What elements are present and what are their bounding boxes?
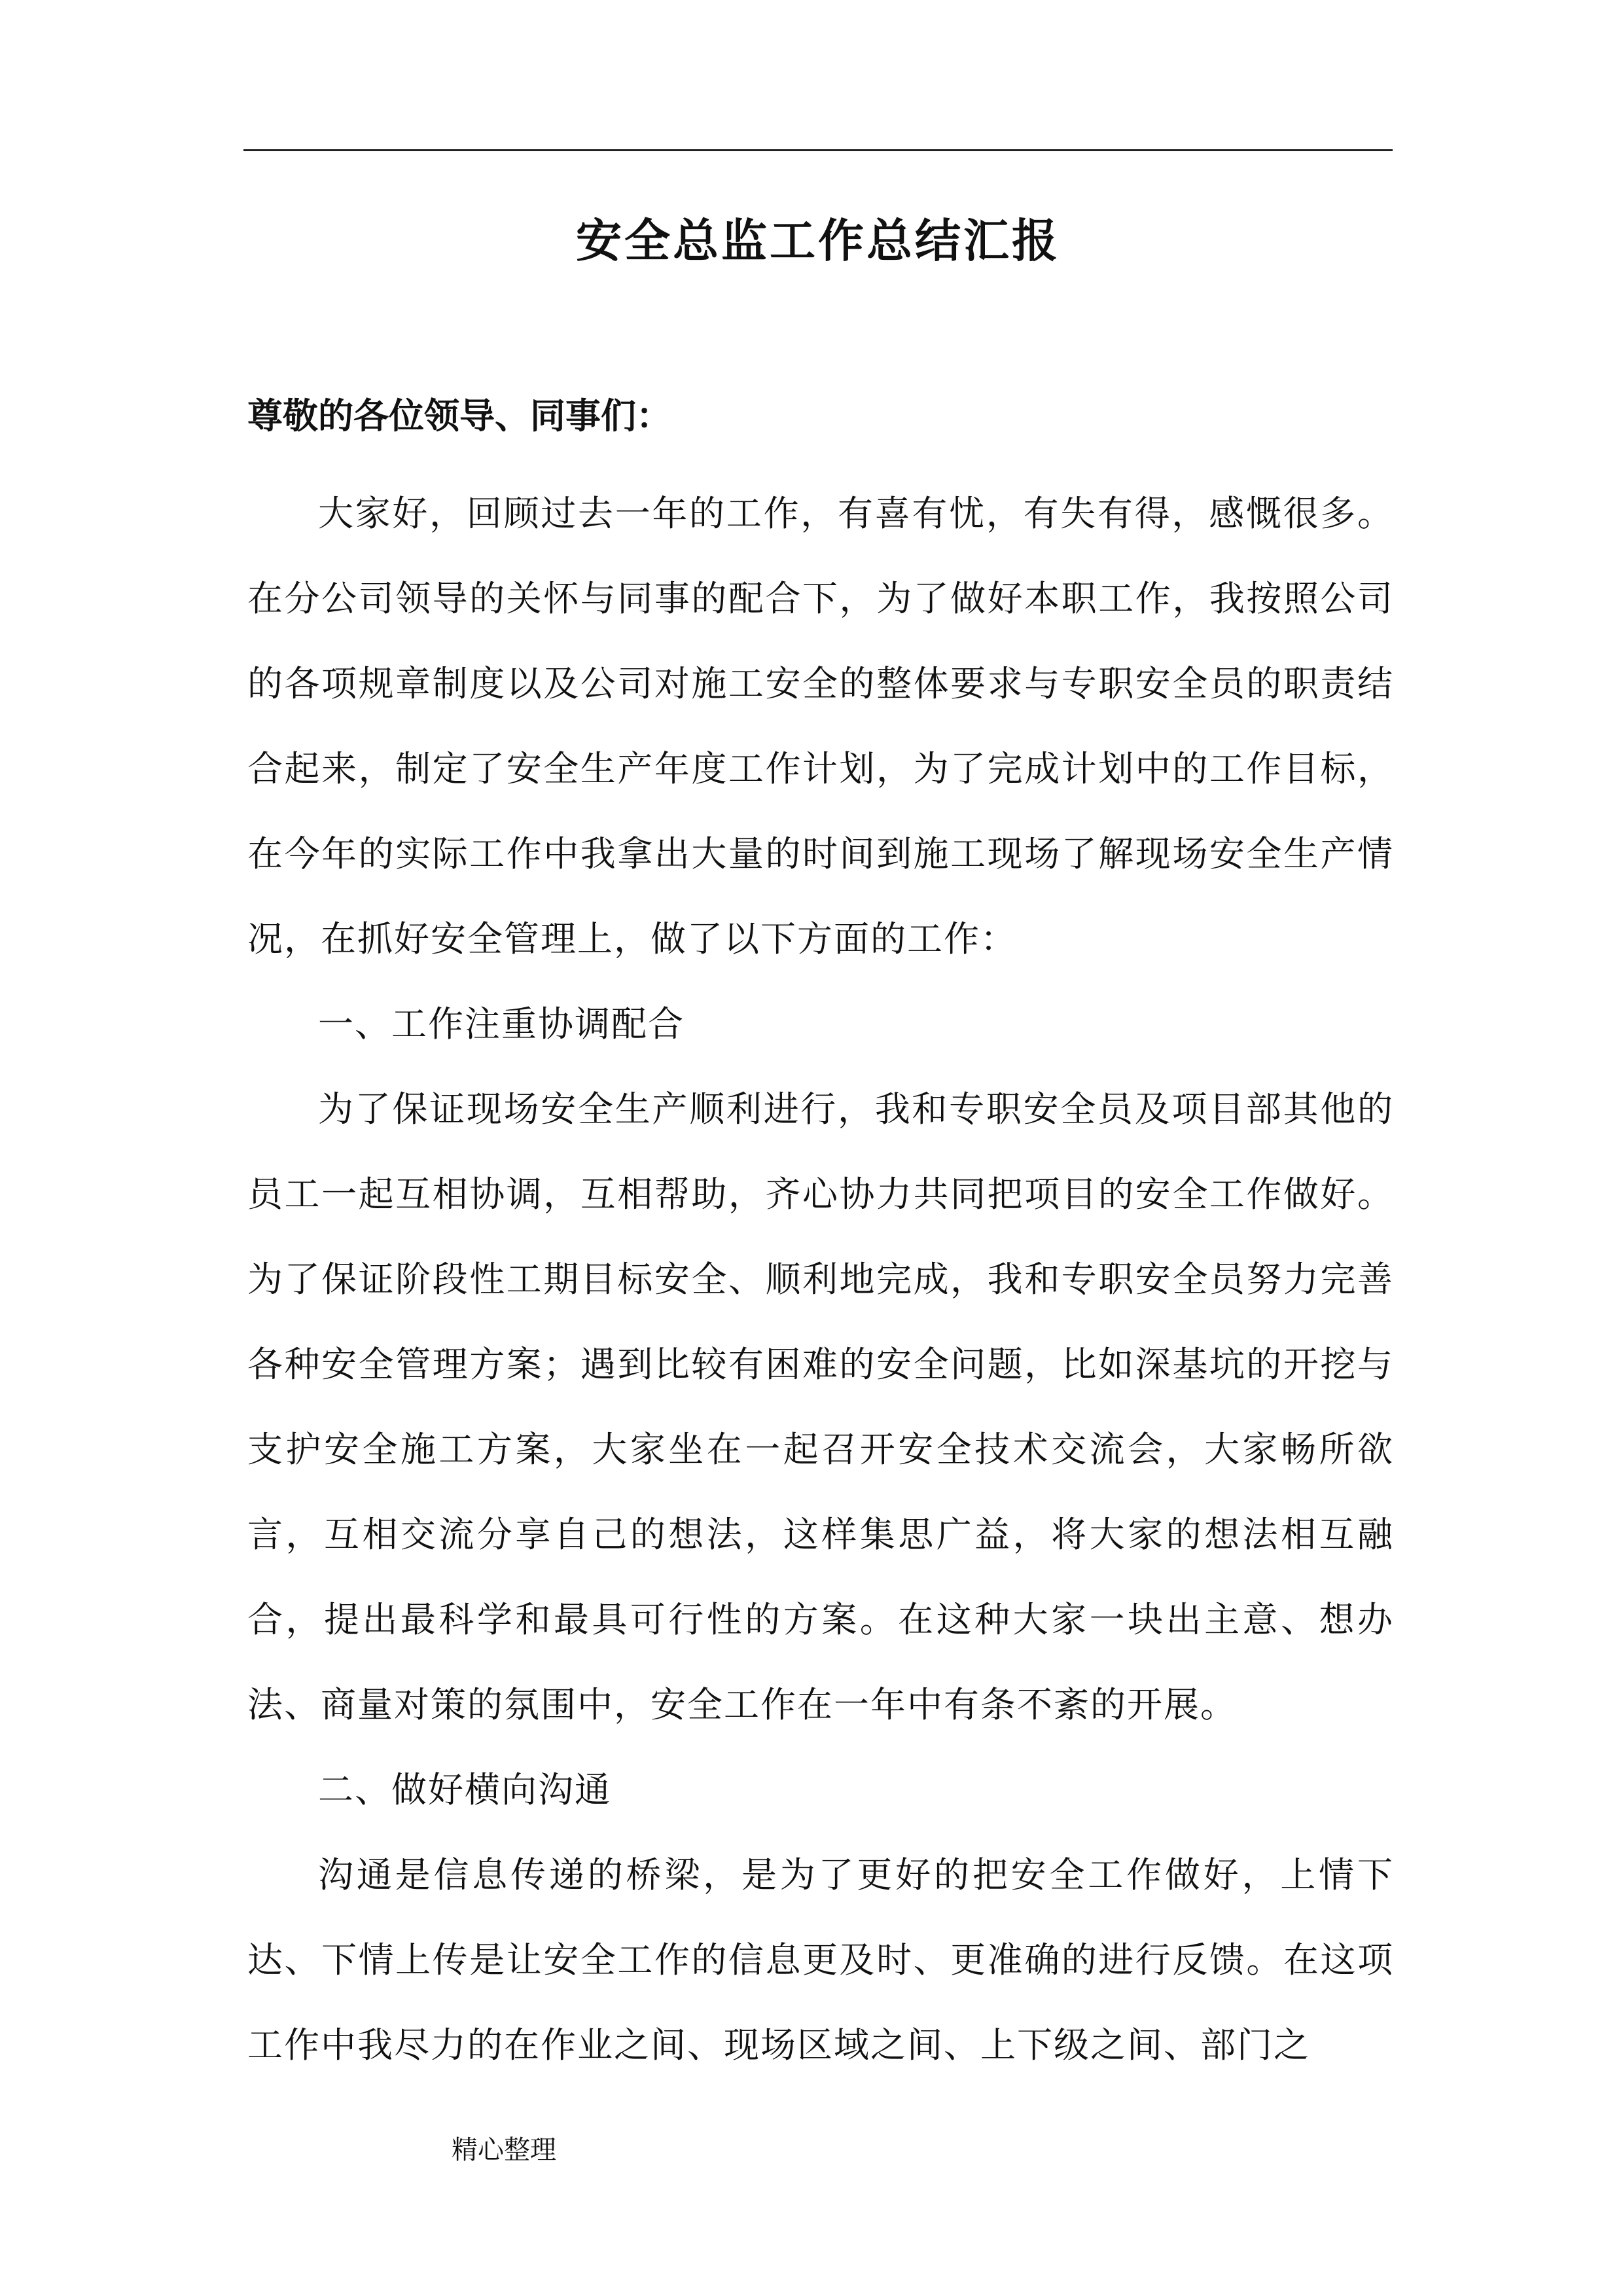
paragraph-intro: 大家好，回顾过去一年的工作，有喜有忧，有失有得，感慨很多。在分公司领导的关怀与同事的配合下，为了做好本职工作，我按照公司的各项规章制度以及公司对施工安全的整体要求与专职安全员的职责结合起来，制定了安全生产年度工作计划，为了完成计划中的工作目标，在今年的实际工作中我拿出大量的时间到施工现场了解现场安全生产情况，在抓好安全管理上，做了以下方面的工作： (247, 493, 1394, 960)
header-rule (243, 149, 1393, 151)
section-heading-1: 一、工作注重协调配合 (318, 1003, 685, 1045)
footer-note: 精心整理 (452, 2135, 556, 2165)
document-title: 安全总监工作总结汇报 (576, 213, 1060, 268)
document-body (247, 471, 1394, 2088)
salutation: 尊敬的各位领导、同事们： (247, 395, 671, 437)
section-heading-2: 二、做好横向沟通 (318, 1769, 611, 1810)
paragraph-section-2: 沟通是信息传递的桥梁，是为了更好的把安全工作做好，上情下达、下情上传是让安全工作的信息更及时、更准确的进行反馈。在这项工作中我尽力的在作业之间、现场区域之间、上下级之间、部门之 (247, 1854, 1394, 2066)
paragraph-section-1: 为了保证现场安全生产顺利进行，我和专职安全员及项目部其他的员工一起互相协调，互相帮助，齐心协力共同把项目的安全工作做好。为了保证阶段性工期目标安全、顺利地完成，我和专职安全员努力完善各种安全管理方案；遇到比较有困难的安全问题，比如深基坑的开挖与支护安全施工方案，大家坐在一起召开安全技术交流会，大家畅所欲言，互相交流分享自己的想法，这样集思广益，将大家的想法相互融合，提出最科学和最具可行性的方案。在这种大家一块出主意、想办法、商量对策的氛围中，安全工作在一年中有条不紊的开展。 (247, 1088, 1394, 1725)
